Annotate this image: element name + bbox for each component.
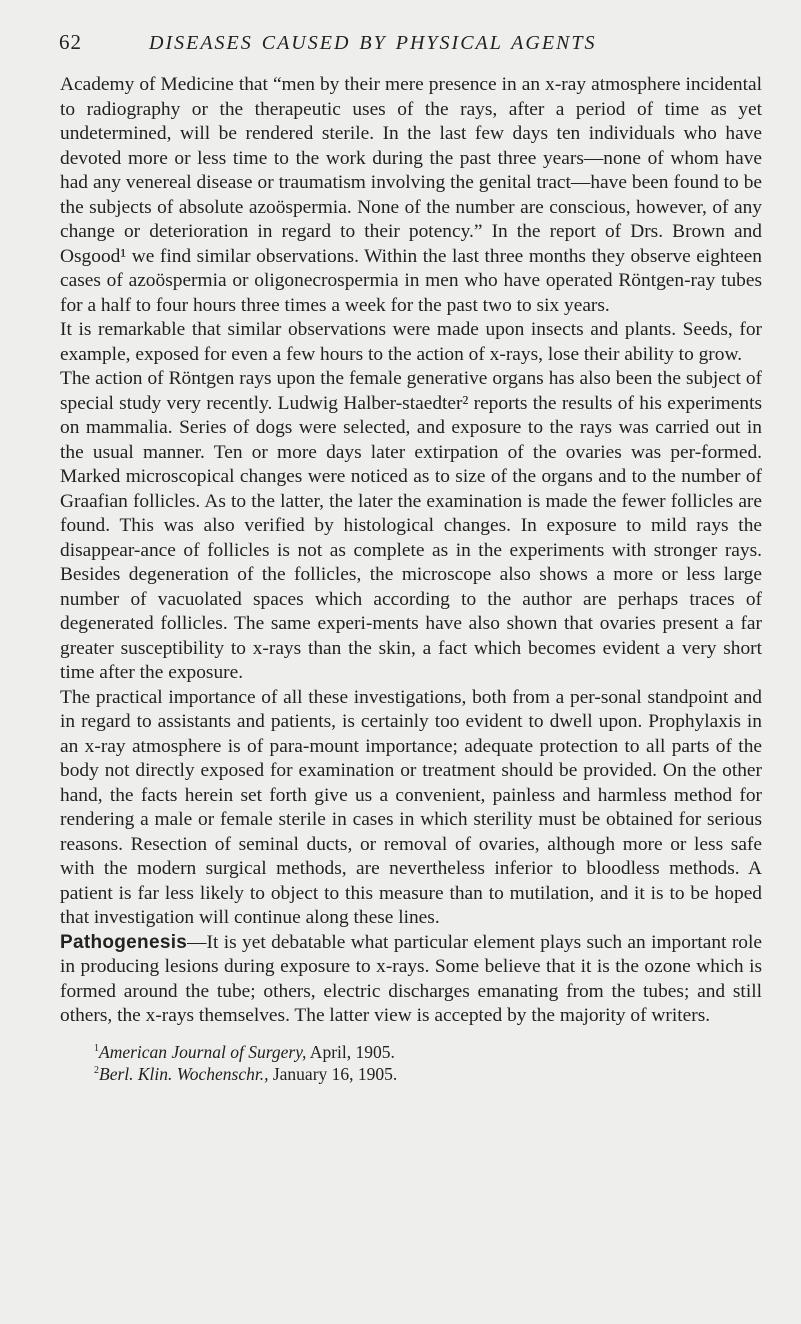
paragraph-3: The action of Röntgen rays upon the female generative organs has also been the subject of special study very recently. Ludwig Halber-staedter² reports the results of his experiments on mammalia. Series of dogs were selected, and exposure to the rays was carried out in the usual manner. Ten or more days later extirpation of the ovaries was per-formed. Marked microscopical changes were noticed as to size of the organs and to the number of Graafian follicles. As to the latter, the later the examination is made the fewer follicles are found. This was also verified by histological changes. In exposure to mild rays the disappear-ance of follicles is not as complete as in the experiments with stronger rays. Besides degeneration of the follicles, the microscope also shows a more or less large number of vacuolated spaces which according to the author are perhaps traces of degenerated follicles. The same experi-ments have also shown that ovaries present a far greater susceptibility to x-rays than the skin, a fact which becomes evident a very short time after the exposure. (60, 368, 762, 683)
pathogenesis-text: —It is yet debatable what particular element plays such an important role in producing lesions during exposure to x-rays. Some believe that it is the ozone which is formed around the tube; others, electric discharges emanating from the tubes; and still others, the x-rays themselves. The latter view is accepted by the majority of writers. (60, 931, 762, 1026)
paragraph-4: The practical importance of all these investigations, both from a per-sonal standpoint and in regard to assistants and patients, is certainly too evident to dwell upon. Prophylaxis in an x-ray atmosphere is of para-mount importance; adequate protection to all parts of the body not directly exposed for examination or treatment should be provided. On the other hand, the facts herein set forth give us a convenient, painless and harmless method for rendering a male or female sterile in cases in which sterility must be obtained for serious reasons. Resection of seminal ducts, or removal of ovaries, although more or less safe with the modern surgical methods, are nevertheless inferior to bloodless methods. A patient is far less likely to object to this measure than to mutilation, and it is to be hoped that investigation will continue along these lines. (60, 686, 762, 928)
footnote-journal: Berl. Klin. Wochenschr., (99, 1064, 269, 1085)
body-text (60, 73, 762, 1029)
running-head (60, 30, 755, 55)
running-head-title: DISEASES CAUSED BY PHYSICAL AGENTS (149, 32, 597, 54)
footnote-mark: 2 (94, 1065, 99, 1077)
footnotes (60, 1039, 755, 1085)
paragraph-1: Academy of Medicine that “men by their mere presence in an x-ray atmosphere incidental to radiography or the therapeutic uses of the rays, after a period of time as yet undetermined, will be rendered sterile. In the last few days ten individuals who have devoted more or less time to the work during the past three years—none of whom have had any venereal disease or traumatism involving the genital tract—have been found to be the subjects of absolute azoöspermia. None of the number are conscious, however, of any change or deterioration in regard to their potency.” In the report of Drs. Brown and Osgood¹ we find similar observations. Within the last three months they observe eighteen cases of azoöspermia or oligonecrospermia in men who have operated Röntgen-ray tubes for a half to four hours three times a week for the past two to six years. (60, 74, 762, 316)
footnote-1 (94, 1039, 755, 1062)
page-number: 62 (59, 30, 82, 54)
pathogenesis-heading: Pathogenesis (60, 931, 188, 953)
footnote-date: April, 1905. (306, 1041, 395, 1062)
pathogenesis-paragraph (60, 931, 762, 1029)
footnote-mark: 1 (94, 1042, 99, 1054)
footnote-date: January 16, 1905. (268, 1064, 398, 1085)
paragraph-2: It is remarkable that similar observations were made upon insects and plants. Seeds, for example, exposed for even a few hours to the action of x-rays, lose their ability to grow. (60, 319, 762, 365)
footnote-2 (94, 1061, 755, 1084)
footnote-journal: American Journal of Surgery, (99, 1041, 307, 1062)
